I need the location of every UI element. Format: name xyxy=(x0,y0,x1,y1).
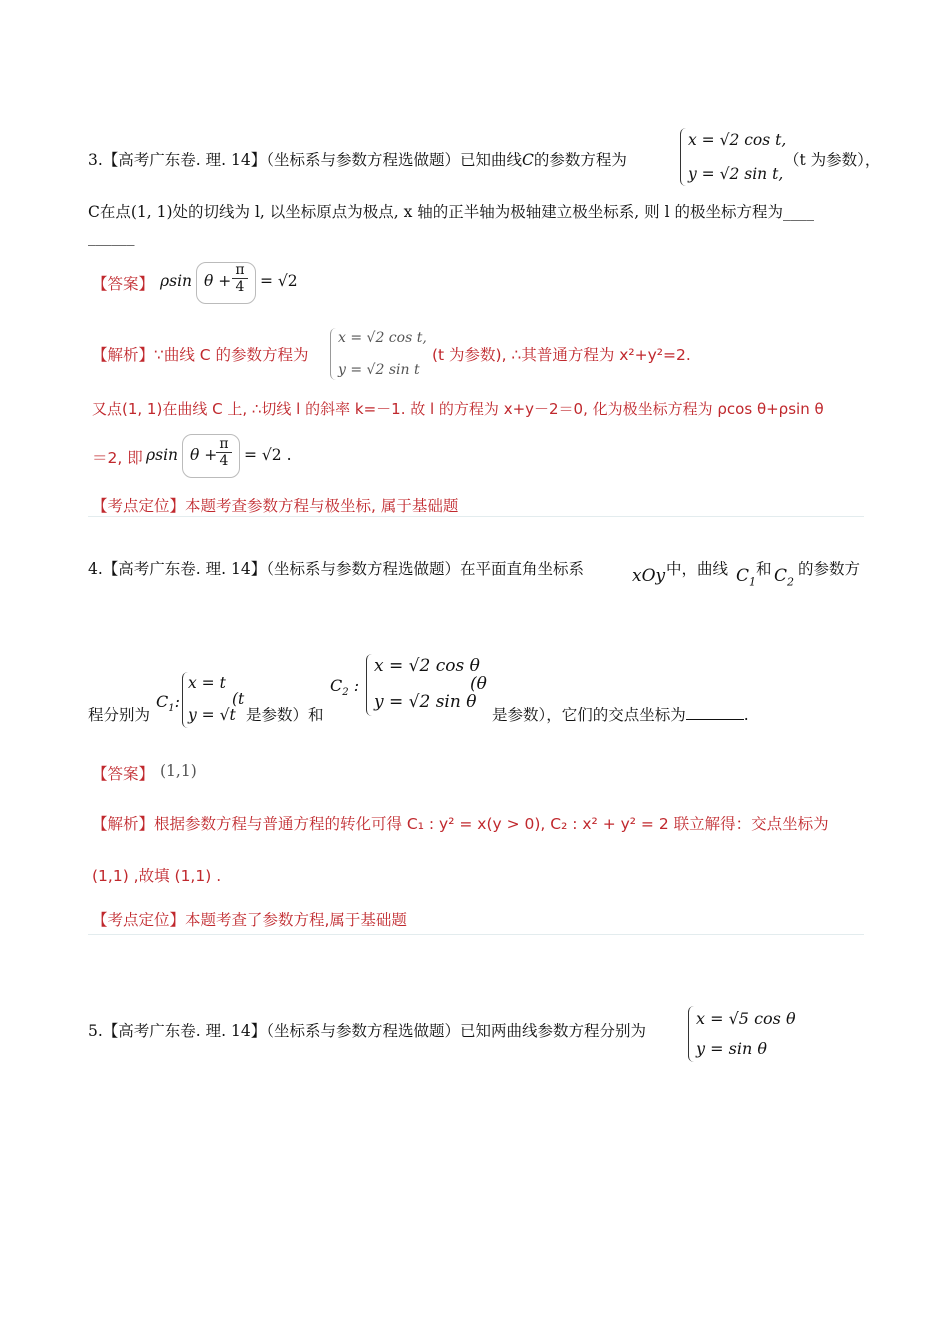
q3-answer-frac xyxy=(232,262,248,295)
q3-jiexi-tail: (t 为参数), ∴其普通方程为 x²+y²=2. xyxy=(432,346,691,364)
q4-c2-colon: : xyxy=(348,676,360,695)
q3-head-text2: 的参数方程为 xyxy=(533,151,627,169)
q3-answer-label: 【答案】 xyxy=(92,275,155,293)
q3-divider xyxy=(88,516,864,517)
q3-head xyxy=(88,148,627,170)
q4-c2-sub: 2 xyxy=(787,575,795,589)
q5-head: 5.【高考广东卷. 理. 14】（坐标系与参数方程选做题）已知两曲线参数方程分别为 xyxy=(88,1022,646,1040)
q4-c1-y: y = √t xyxy=(188,706,236,724)
q4-answer-label: 【答案】 xyxy=(92,765,155,783)
q3-line3: ______ xyxy=(88,228,135,246)
q4-c1-x: x = t xyxy=(188,674,226,692)
q4-jiexi2: (1,1) ,故填 (1,1) . xyxy=(92,867,222,885)
q3-eq-y: y = √2 sin t, xyxy=(688,165,784,183)
q3-curve-c: C xyxy=(521,151,534,169)
q3-jiexi-theta: θ + xyxy=(190,446,218,464)
q4-c1-param: 是参数）和 xyxy=(246,706,324,724)
q4-c2-end: . xyxy=(743,706,749,724)
q3-jiexi-pi: π xyxy=(216,436,232,453)
q4-jiexi: 【解析】根据参数方程与普通方程的转化可得 C₁ : y² = x(y > 0), C₂ : x² + y² = 2 联立解得：交点坐标为 xyxy=(92,815,829,833)
q4-line2a: 程分别为 xyxy=(88,706,151,724)
q3-jiexi-y: y = √2 sin t xyxy=(338,362,420,378)
q3-tail: （t 为参数）， xyxy=(784,151,881,169)
q4-c2-brace xyxy=(366,654,373,716)
q3-kaodian: 【考点定位】本题考查参数方程与极坐标, 属于基础题 xyxy=(92,497,459,515)
q5-eq-y: y = sin θ xyxy=(696,1039,767,1058)
q4-c2-paren: (θ xyxy=(470,674,487,694)
q3-jiexi-rho: ρsin xyxy=(146,446,179,464)
q4-head-text: 4.【高考广东卷. 理. 14】（坐标系与参数方程选做题）在平面直角坐标系 xyxy=(88,560,584,578)
q4-c1-paren: (t xyxy=(232,690,245,708)
q4-divider xyxy=(88,934,864,935)
q4-c2-param-text: 是参数），它们的交点坐标为 xyxy=(492,706,686,724)
q4-c2-label-sub: 2 xyxy=(342,687,349,699)
q4-c1 xyxy=(736,566,756,588)
q4-xoy: xOy xyxy=(632,566,666,586)
q4-c1-letter: C xyxy=(736,566,750,586)
q3-answer-pi: π xyxy=(232,262,248,279)
q3-jiexi-denominator: 4 xyxy=(219,453,229,469)
q4-head xyxy=(88,557,584,579)
q4-answer-blank xyxy=(686,705,744,720)
q4-kaodian: 【考点定位】本题考查了参数方程,属于基础题 xyxy=(92,911,407,929)
q3-jiexi-brace xyxy=(330,328,337,380)
q4-c2-x: x = √2 cos θ xyxy=(374,656,480,676)
q4-c2-param xyxy=(492,703,749,725)
q4-c2 xyxy=(774,566,794,588)
q4-c2-label xyxy=(330,676,359,698)
q4-c1-label xyxy=(156,692,180,714)
q4-c2-label-letter: C xyxy=(330,676,343,695)
q5-brace xyxy=(688,1006,695,1062)
q3-head-text: 3.【高考广东卷. 理. 14】（坐标系与参数方程选做题）已知曲线 xyxy=(88,151,522,169)
q3-jiexi-line3: ＝2, 即 xyxy=(92,449,143,467)
q3-jiexi-label: 【解析】∵曲线 C 的参数方程为 xyxy=(92,346,309,364)
q3-eq-x: x = √2 cos t, xyxy=(688,131,787,149)
q4-c1-label-letter: C xyxy=(156,692,169,711)
q4-he: 和 xyxy=(756,560,772,578)
q5-eq-x: x = √5 cos θ xyxy=(696,1009,796,1028)
q3-answer-rho: ρsin xyxy=(160,272,193,290)
q4-answer-value: (1,1) xyxy=(160,762,197,780)
q3-jiexi-x: x = √2 cos t, xyxy=(338,330,427,346)
q4-c2-letter: C xyxy=(774,566,788,586)
q4-mid: 中，曲线 xyxy=(666,560,729,578)
q3-jiexi-line2: 又点(1, 1)在曲线 C 上, ∴切线 l 的斜率 k=－1. 故 l 的方程为 x+y－2＝0, 化为极坐标方程为 ρcos θ+ρsin θ xyxy=(92,400,824,418)
q3-jiexi-frac xyxy=(216,436,232,469)
q4-tail: 的参数方 xyxy=(798,560,861,578)
q4-c1-colon: : xyxy=(174,692,181,711)
q4-c1-sub: 1 xyxy=(749,575,757,589)
q3-answer-eq: = √2 xyxy=(260,272,298,290)
q3-answer-denominator: 4 xyxy=(235,279,245,295)
q3-jiexi-eq: = √2 . xyxy=(244,446,292,464)
q3-brace xyxy=(680,128,687,186)
q3-line2: C在点(1, 1)处的切线为 l, 以坐标原点为极点, x 轴的正半轴为极轴建立极坐标系, 则 l 的极坐标方程为____ xyxy=(88,203,814,221)
q4-c2-y: y = √2 sin θ xyxy=(374,692,477,712)
q3-answer-theta: θ + xyxy=(204,272,232,290)
q4-c1-label-sub: 1 xyxy=(168,703,175,715)
